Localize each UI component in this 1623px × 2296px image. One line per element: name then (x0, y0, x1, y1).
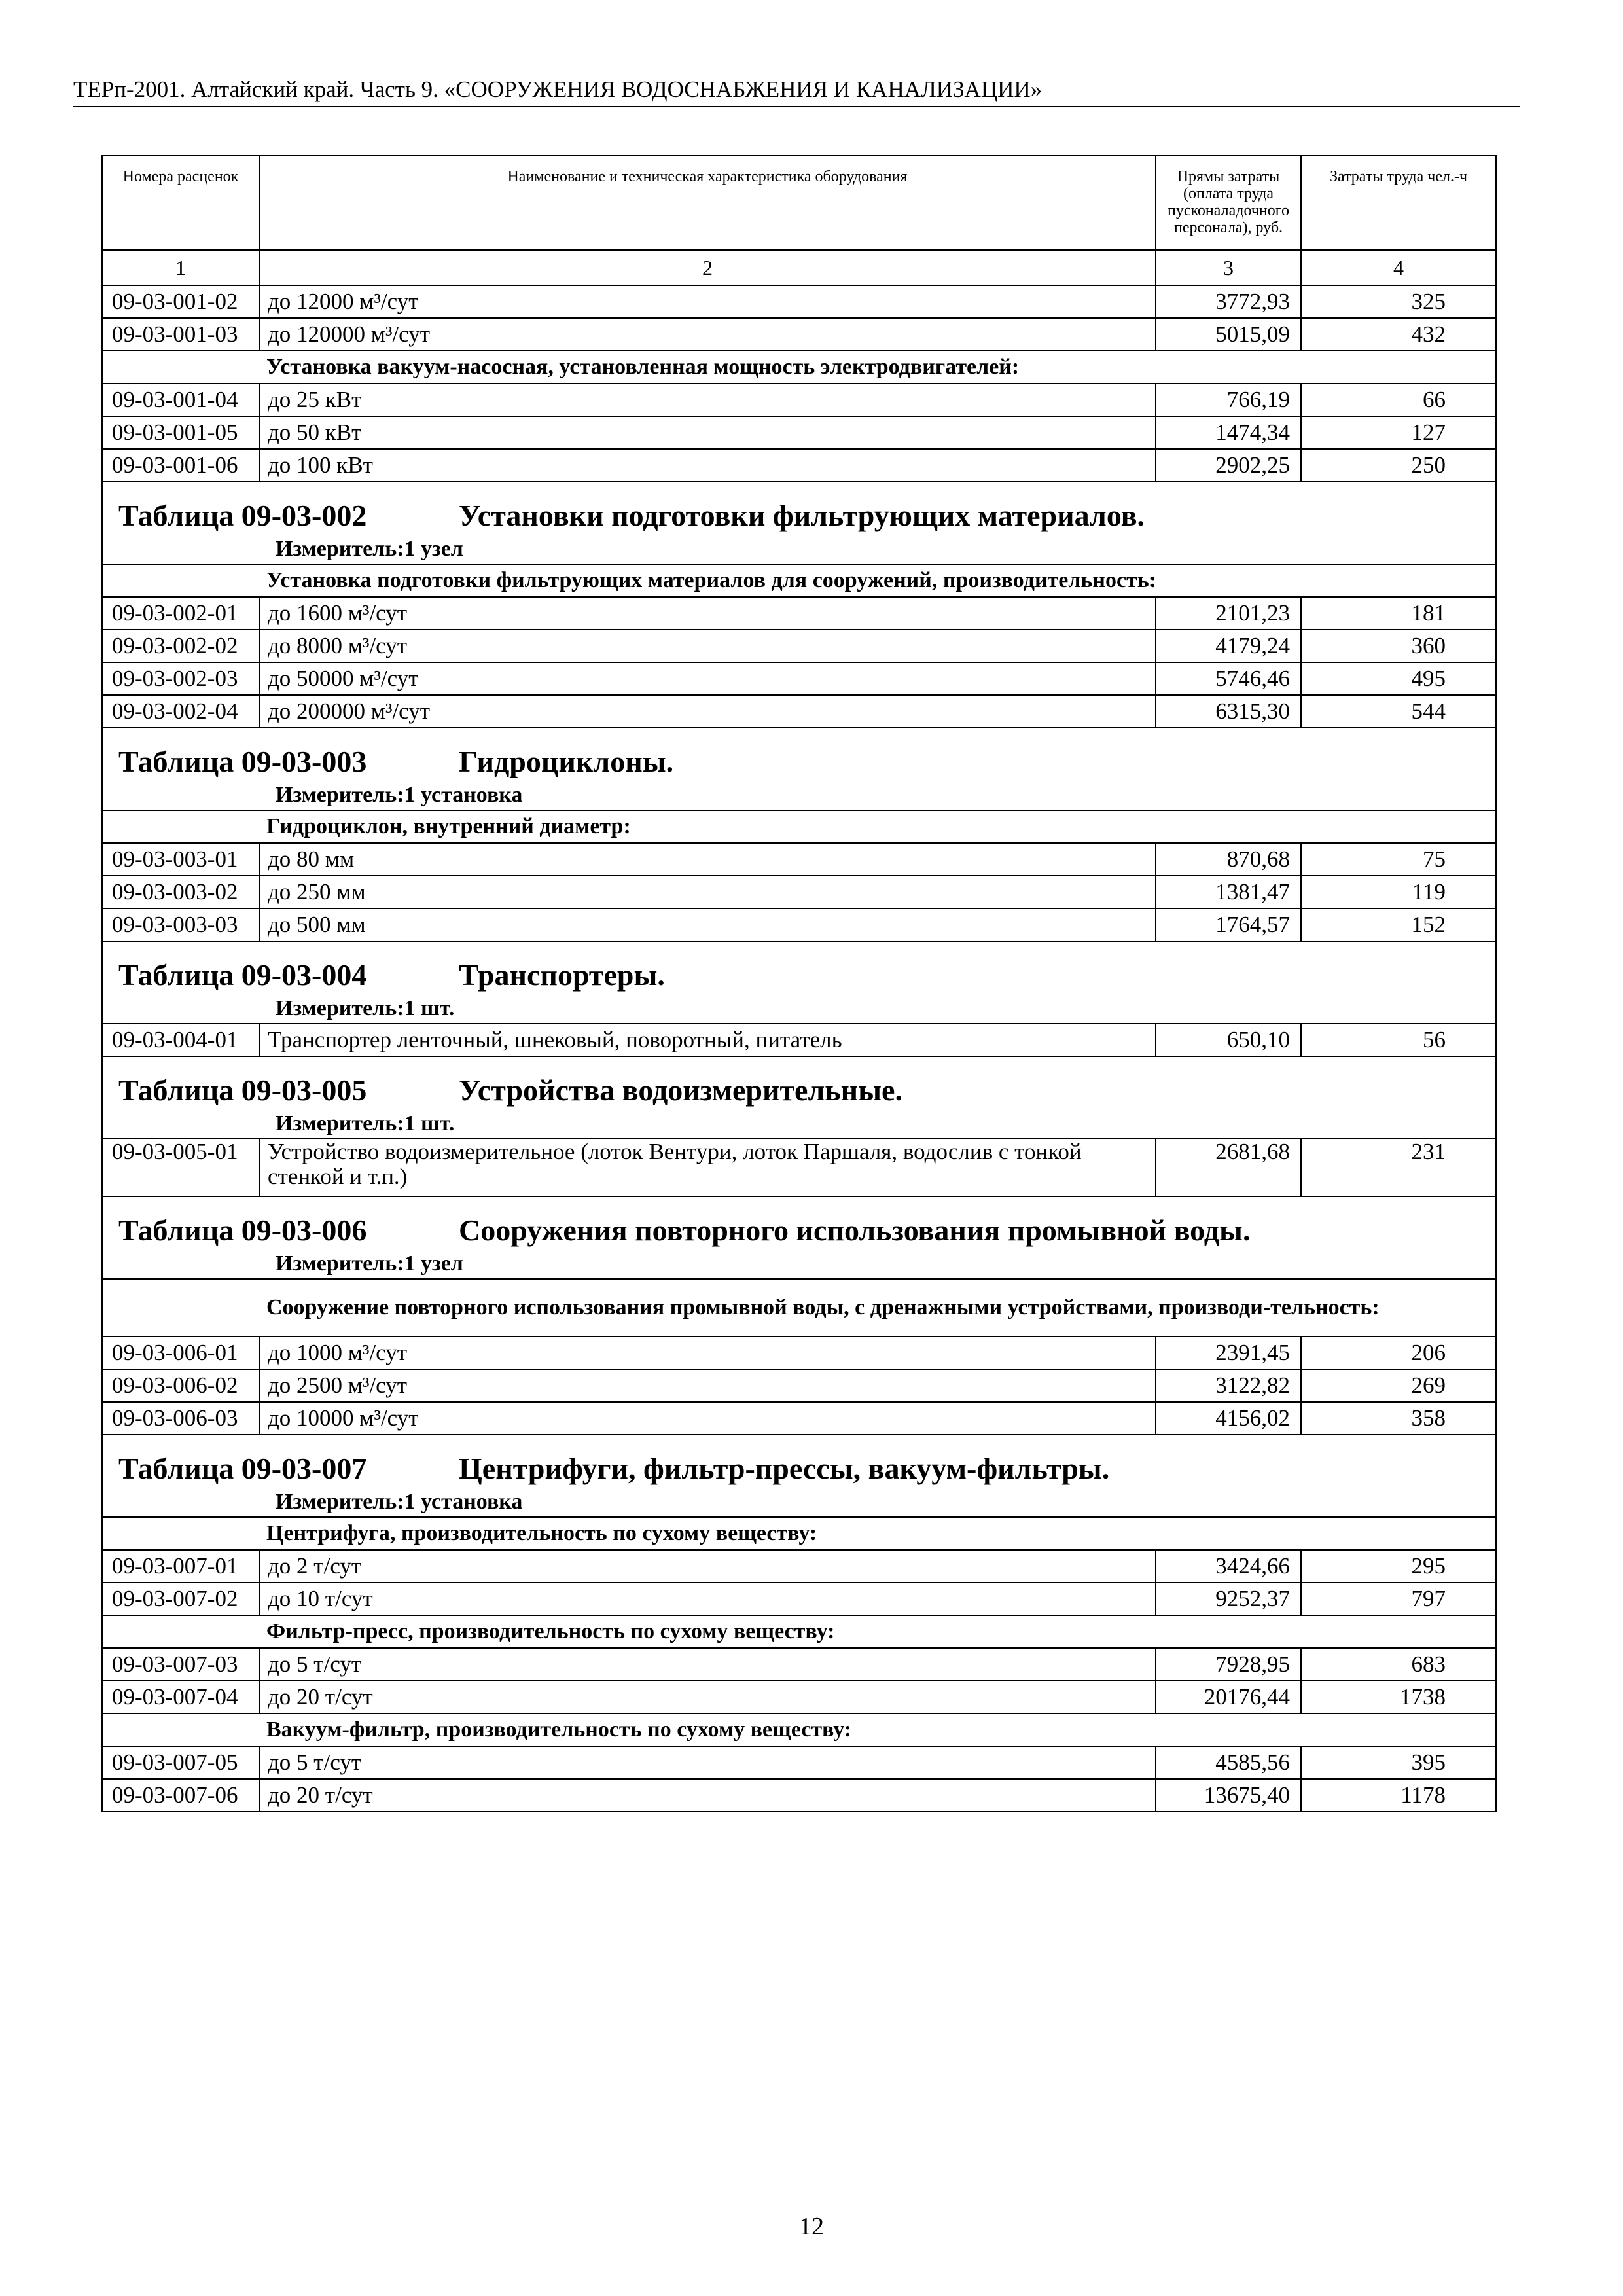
rate-labor: 432 (1301, 318, 1496, 351)
table-row (102, 908, 1496, 941)
rate-code: 09-03-001-06 (102, 449, 259, 482)
rate-labor: 495 (1301, 662, 1496, 695)
group-row (102, 810, 1496, 843)
column-number-4: 4 (1301, 250, 1496, 285)
group-heading: Сооружение повторного использования промывной воды, с дренажными устройствами, производи-тельность: (102, 1279, 1496, 1336)
rate-code: 09-03-001-04 (102, 384, 259, 416)
table-title-row (102, 1435, 1496, 1517)
rate-labor: 1738 (1301, 1681, 1496, 1713)
table-row (102, 876, 1496, 908)
table-unit: Измеритель:1 шт. (276, 1111, 455, 1136)
group-row (102, 351, 1496, 384)
table-unit: Измеритель:1 узел (276, 537, 463, 561)
rate-labor: 66 (1301, 384, 1496, 416)
column-number-1: 1 (102, 250, 259, 285)
rate-labor: 119 (1301, 876, 1496, 908)
table-row (102, 1139, 1496, 1196)
column-header-labor: Затраты труда чел.-ч (1301, 156, 1496, 250)
rate-name: до 500 мм (259, 908, 1156, 941)
table-row (102, 318, 1496, 351)
column-number-2: 2 (259, 250, 1156, 285)
rate-cost: 1474,34 (1156, 416, 1301, 449)
rate-code: 09-03-006-02 (102, 1369, 259, 1402)
rate-cost: 4179,24 (1156, 630, 1301, 662)
rate-labor: 544 (1301, 695, 1496, 728)
rate-code: 09-03-007-01 (102, 1550, 259, 1583)
rate-code: 09-03-001-03 (102, 318, 259, 351)
rate-cost: 2681,68 (1156, 1139, 1301, 1196)
table-row (102, 1024, 1496, 1056)
group-heading: Фильтр-пресс, производительность по сухому веществу: (102, 1615, 1496, 1648)
rate-cost: 4585,56 (1156, 1746, 1301, 1779)
rate-code: 09-03-001-05 (102, 416, 259, 449)
rate-code: 09-03-006-01 (102, 1336, 259, 1369)
rate-name: до 2 т/сут (259, 1550, 1156, 1583)
group-row (102, 1517, 1496, 1550)
table-row (102, 1583, 1496, 1615)
table-unit: Измеритель:1 установка (276, 783, 523, 807)
table-title (102, 482, 1496, 564)
rate-name: до 10000 м³/сут (259, 1402, 1156, 1435)
rate-name: до 1600 м³/сут (259, 597, 1156, 630)
rate-code: 09-03-003-02 (102, 876, 259, 908)
column-header-codes: Номера расценок (102, 156, 259, 250)
table-unit: Измеритель:1 узел (276, 1251, 463, 1276)
rate-code: 09-03-007-03 (102, 1648, 259, 1681)
rates-table (101, 155, 1497, 1812)
table-description: Сооружения повторного использования промывной воды. (459, 1213, 1251, 1247)
table-row (102, 1550, 1496, 1583)
rate-name: до 100 кВт (259, 449, 1156, 482)
rate-cost: 1764,57 (1156, 908, 1301, 941)
column-number-3: 3 (1156, 250, 1301, 285)
rate-name: до 120000 м³/сут (259, 318, 1156, 351)
rate-cost: 5015,09 (1156, 318, 1301, 351)
rate-name: до 25 кВт (259, 384, 1156, 416)
rate-labor: 181 (1301, 597, 1496, 630)
table-row (102, 1336, 1496, 1369)
rate-cost: 5746,46 (1156, 662, 1301, 695)
rate-cost: 3772,93 (1156, 285, 1301, 318)
rate-labor: 325 (1301, 285, 1496, 318)
rate-labor: 250 (1301, 449, 1496, 482)
rate-labor: 206 (1301, 1336, 1496, 1369)
group-heading: Центрифуга, производительность по сухому веществу: (102, 1517, 1496, 1550)
group-heading: Гидроциклон, внутренний диаметр: (102, 810, 1496, 843)
rate-cost: 4156,02 (1156, 1402, 1301, 1435)
rate-code: 09-03-001-02 (102, 285, 259, 318)
rate-labor: 56 (1301, 1024, 1496, 1056)
column-header-cost: Прямы затраты (оплата труда пусконаладочного персонала), руб. (1156, 156, 1301, 250)
rate-code: 09-03-003-03 (102, 908, 259, 941)
column-header-name: Наименование и техническая характеристика оборудования (259, 156, 1156, 250)
rate-name: до 50 кВт (259, 416, 1156, 449)
rate-cost: 20176,44 (1156, 1681, 1301, 1713)
table-title (102, 728, 1496, 810)
table-number: Таблица 09-03-002 (118, 499, 367, 532)
table-description: Гидроциклоны. (459, 745, 674, 778)
rate-code: 09-03-006-03 (102, 1402, 259, 1435)
table-description: Транспортеры. (459, 958, 665, 992)
table-header-row (102, 156, 1496, 250)
rate-code: 09-03-003-01 (102, 843, 259, 876)
table-number: Таблица 09-03-003 (118, 745, 367, 778)
table-row (102, 416, 1496, 449)
rate-name: Устройство водоизмерительное (лоток Вентури, лоток Паршаля, водослив с тонкой стенкой и т.п.) (259, 1139, 1156, 1196)
rate-name: Транспортер ленточный, шнековый, поворотный, питатель (259, 1024, 1156, 1056)
rate-labor: 683 (1301, 1648, 1496, 1681)
table-row (102, 1746, 1496, 1779)
rate-name: до 200000 м³/сут (259, 695, 1156, 728)
table-unit: Измеритель:1 установка (276, 1490, 523, 1514)
table-title (102, 941, 1496, 1024)
rate-cost: 3122,82 (1156, 1369, 1301, 1402)
rate-code: 09-03-002-02 (102, 630, 259, 662)
table-row (102, 695, 1496, 728)
table-description: Устройства водоизмерительные. (459, 1073, 902, 1107)
rate-cost: 766,19 (1156, 384, 1301, 416)
table-number: Таблица 09-03-004 (118, 958, 367, 992)
group-row (102, 1279, 1496, 1336)
rate-name: до 80 мм (259, 843, 1156, 876)
rate-cost: 3424,66 (1156, 1550, 1301, 1583)
group-heading: Вакуум-фильтр, производительность по сухому веществу: (102, 1713, 1496, 1746)
table-title (102, 1435, 1496, 1517)
table-unit: Измеритель:1 шт. (276, 996, 455, 1020)
rate-name: до 8000 м³/сут (259, 630, 1156, 662)
rate-cost: 7928,95 (1156, 1648, 1301, 1681)
table-number: Таблица 09-03-006 (118, 1213, 367, 1247)
table-title (102, 1196, 1496, 1279)
rate-name: до 2500 м³/сут (259, 1369, 1156, 1402)
rate-name: до 20 т/сут (259, 1779, 1156, 1812)
rate-cost: 2902,25 (1156, 449, 1301, 482)
table-row (102, 1779, 1496, 1812)
rate-code: 09-03-007-02 (102, 1583, 259, 1615)
page-header: ТЕРп-2001. Алтайский край. Часть 9. «СООРУЖЕНИЯ ВОДОСНАБЖЕНИЯ И КАНАЛИЗАЦИИ» (73, 73, 1520, 107)
rate-cost: 650,10 (1156, 1024, 1301, 1056)
rate-code: 09-03-007-04 (102, 1681, 259, 1713)
table-row (102, 662, 1496, 695)
rate-labor: 360 (1301, 630, 1496, 662)
rate-name: до 5 т/сут (259, 1746, 1156, 1779)
rate-name: до 250 мм (259, 876, 1156, 908)
rate-code: 09-03-007-06 (102, 1779, 259, 1812)
rate-labor: 152 (1301, 908, 1496, 941)
table-row (102, 843, 1496, 876)
table-title-row (102, 482, 1496, 564)
rate-code: 09-03-002-04 (102, 695, 259, 728)
table-title-row (102, 1196, 1496, 1279)
table-title (102, 1056, 1496, 1139)
table-row (102, 285, 1496, 318)
rate-labor: 358 (1301, 1402, 1496, 1435)
column-number-row (102, 250, 1496, 285)
table-row (102, 1681, 1496, 1713)
table-row (102, 630, 1496, 662)
table-number: Таблица 09-03-007 (118, 1452, 367, 1485)
table-row (102, 384, 1496, 416)
rate-labor: 1178 (1301, 1779, 1496, 1812)
table-row (102, 1369, 1496, 1402)
rate-name: до 20 т/сут (259, 1681, 1156, 1713)
rate-code: 09-03-007-05 (102, 1746, 259, 1779)
rate-name: до 1000 м³/сут (259, 1336, 1156, 1369)
rate-cost: 13675,40 (1156, 1779, 1301, 1812)
rate-labor: 295 (1301, 1550, 1496, 1583)
rate-cost: 6315,30 (1156, 695, 1301, 728)
page-number: 12 (799, 2213, 824, 2240)
group-row (102, 1615, 1496, 1648)
rate-code: 09-03-002-01 (102, 597, 259, 630)
rate-labor: 75 (1301, 843, 1496, 876)
rate-labor: 269 (1301, 1369, 1496, 1402)
table-row (102, 1648, 1496, 1681)
rate-cost: 2391,45 (1156, 1336, 1301, 1369)
group-heading: Установка вакуум-насосная, установленная мощность электродвигателей: (102, 351, 1496, 384)
rate-cost: 9252,37 (1156, 1583, 1301, 1615)
group-row (102, 1713, 1496, 1746)
rate-cost: 2101,23 (1156, 597, 1301, 630)
rate-cost: 870,68 (1156, 843, 1301, 876)
table-description: Центрифуги, фильтр-прессы, вакуум-фильтры. (459, 1452, 1110, 1485)
rate-name: до 50000 м³/сут (259, 662, 1156, 695)
table-title-row (102, 728, 1496, 810)
table-title-row (102, 1056, 1496, 1139)
table-row (102, 1402, 1496, 1435)
rate-labor: 797 (1301, 1583, 1496, 1615)
rate-labor: 395 (1301, 1746, 1496, 1779)
rate-name: до 10 т/сут (259, 1583, 1156, 1615)
rate-name: до 5 т/сут (259, 1648, 1156, 1681)
rate-labor: 127 (1301, 416, 1496, 449)
rate-labor: 231 (1301, 1139, 1496, 1196)
rate-code: 09-03-004-01 (102, 1024, 259, 1056)
table-row (102, 597, 1496, 630)
rate-name: до 12000 м³/сут (259, 285, 1156, 318)
table-description: Установки подготовки фильтрующих материалов. (459, 499, 1145, 532)
table-row (102, 449, 1496, 482)
group-row (102, 564, 1496, 597)
table-number: Таблица 09-03-005 (118, 1073, 367, 1107)
table-title-row (102, 941, 1496, 1024)
rate-cost: 1381,47 (1156, 876, 1301, 908)
rate-code: 09-03-005-01 (102, 1139, 259, 1196)
rate-code: 09-03-002-03 (102, 662, 259, 695)
group-heading: Установка подготовки фильтрующих материалов для сооружений, производительность: (102, 564, 1496, 597)
